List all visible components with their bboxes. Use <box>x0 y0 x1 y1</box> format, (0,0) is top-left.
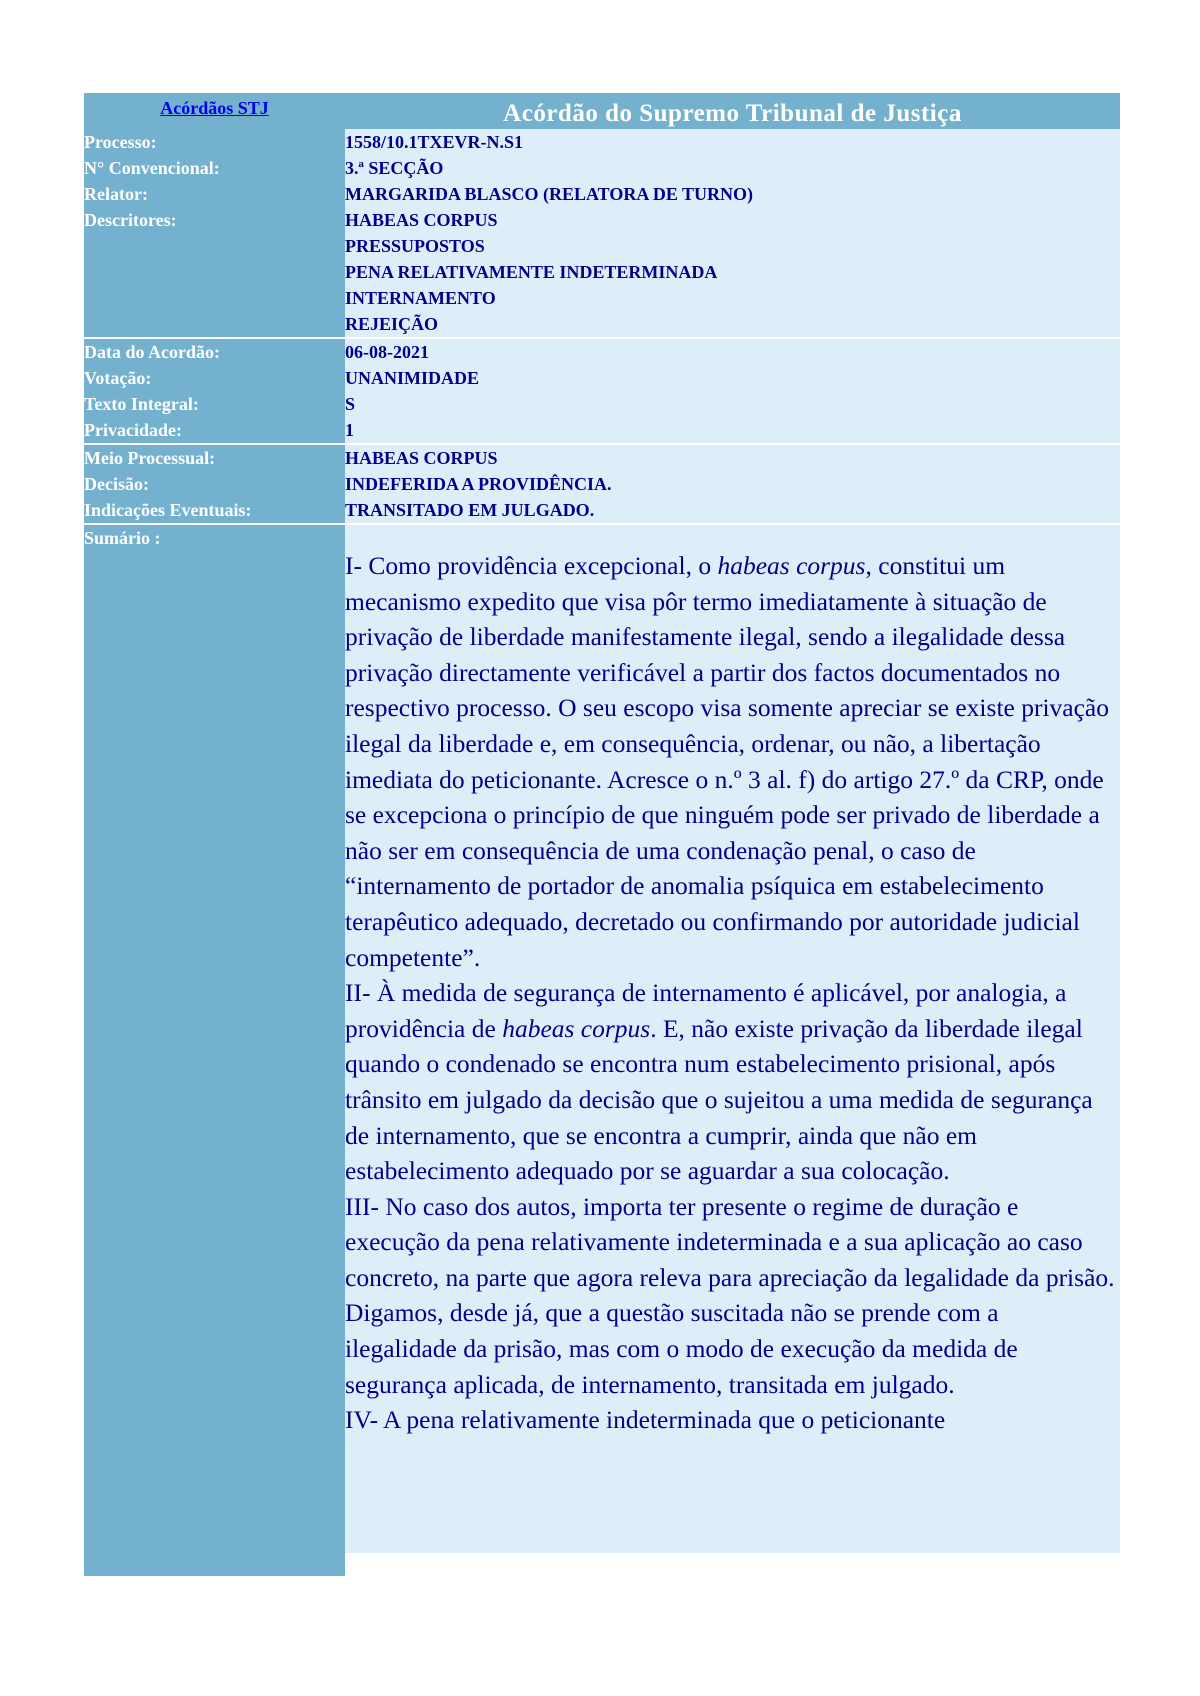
group-decision-meta <box>84 339 1120 443</box>
votacao-label: Votação: <box>84 368 152 388</box>
group-outcome <box>84 445 1120 523</box>
labels-column <box>84 129 345 337</box>
descritor-item: PRESSUPOSTOS <box>345 236 485 256</box>
data-label: Data do Acordão: <box>84 342 220 362</box>
group-identification <box>84 129 1120 337</box>
document-title: Acórdão do Supremo Tribunal de Justiça <box>345 93 1120 129</box>
privacidade-label: Privacidade: <box>84 420 182 440</box>
processo-value: 1558/10.1TXEVR-N.S1 <box>345 132 524 152</box>
summary-label-cell <box>84 525 345 1576</box>
summary-paragraph: II- À medida de segurança de internamento é aplicável, por analogia, a providência de habeas corpus. E, não existe privação da liberdade ilegal quando o condenado se encontra num estabelecimento prisional, após trânsito em julgado da decisão que o sujeitou a uma medida de segurança de internamento, que se encontra a cumprir, ainda que não em estabelecimento adequado por se aguardar a sua colocação. <box>345 978 1093 1186</box>
texto-integral-value: S <box>345 394 356 414</box>
values-column <box>345 339 1120 443</box>
meio-processual-value: HABEAS CORPUS <box>345 448 498 468</box>
descritor-item: INTERNAMENTO <box>345 288 496 308</box>
meio-processual-label: Meio Processual: <box>84 448 216 468</box>
labels-column <box>84 445 345 523</box>
descritores-label: Descritores: <box>84 210 177 230</box>
processo-label: Processo: <box>84 132 157 152</box>
texto-integral-label: Texto Integral: <box>84 394 199 414</box>
convencional-label: N° Convencional: <box>84 158 220 178</box>
convencional-value: 3.ª SECÇÃO <box>345 158 444 178</box>
values-column <box>345 129 1120 337</box>
decisao-label: Decisão: <box>84 474 149 494</box>
indicacoes-value: TRANSITADO EM JULGADO. <box>345 500 595 520</box>
descritor-item: HABEAS CORPUS <box>345 210 498 230</box>
descritor-item: PENA RELATIVAMENTE INDETERMINADA <box>345 262 718 282</box>
summary-paragraph: I- Como providência excepcional, o habeas corpus, constitui um mecanismo expedito que visa pôr termo imediatamente à situação de privação de liberdade manifestamente ilegal, sendo a ilegalidade dessa privação directamente verificável a partir dos factos documentados no respectivo processo. O seu escopo visa somente apreciar se existe privação ilegal da liberdade e, em consequência, ordenar, ou não, a libertação imediata do peticionante. Acresce o n.º 3 al. f) do artigo 27.º da CRP, onde se excepciona o princípio de que ninguém pode ser privado de liberdade a não ser em consequência de uma condenação penal, o caso de “internamento de portador de anomalia psíquica em estabelecimento terapêutico adequado, decretado ou confirmando por autoridade judicial competente”. <box>345 551 1110 972</box>
summary-paragraph: IV- A pena relativamente indeterminada que o peticionante <box>345 1405 946 1435</box>
values-column <box>345 445 1120 523</box>
decisao-value: INDEFERIDA A PROVIDÊNCIA. <box>345 474 612 494</box>
data-value: 06-08-2021 <box>345 342 429 362</box>
votacao-value: UNANIMIDADE <box>345 368 479 388</box>
summary-label: Sumário : <box>84 528 161 548</box>
summary-paragraph: III- No caso dos autos, importa ter presente o regime de duração e execução da pena relativamente indeterminada e a sua aplicação ao caso concreto, na parte que agora releva para apreciação da legalidade da prisão. Digamos, desde já, que a questão suscitada não se prende com a ilegalidade da prisão, mas com o modo de execução da medida de segurança aplicada, de internamento, transitada em julgado. <box>345 1191 1115 1399</box>
relator-value: MARGARIDA BLASCO (RELATORA DE TURNO) <box>345 184 754 204</box>
relator-label: Relator: <box>84 184 148 204</box>
privacidade-value: 1 <box>345 420 354 440</box>
indicacoes-label: Indicações Eventuais: <box>84 500 252 520</box>
header-row <box>84 93 1120 129</box>
acordaos-stj-link[interactable]: Acórdãos STJ <box>160 98 269 118</box>
summary-row <box>84 525 1120 1576</box>
document-sheet <box>84 93 1120 1576</box>
summary-text <box>345 525 1120 1553</box>
header-link-cell <box>84 93 345 129</box>
labels-column <box>84 339 345 443</box>
descritor-item: REJEIÇÃO <box>345 314 439 334</box>
